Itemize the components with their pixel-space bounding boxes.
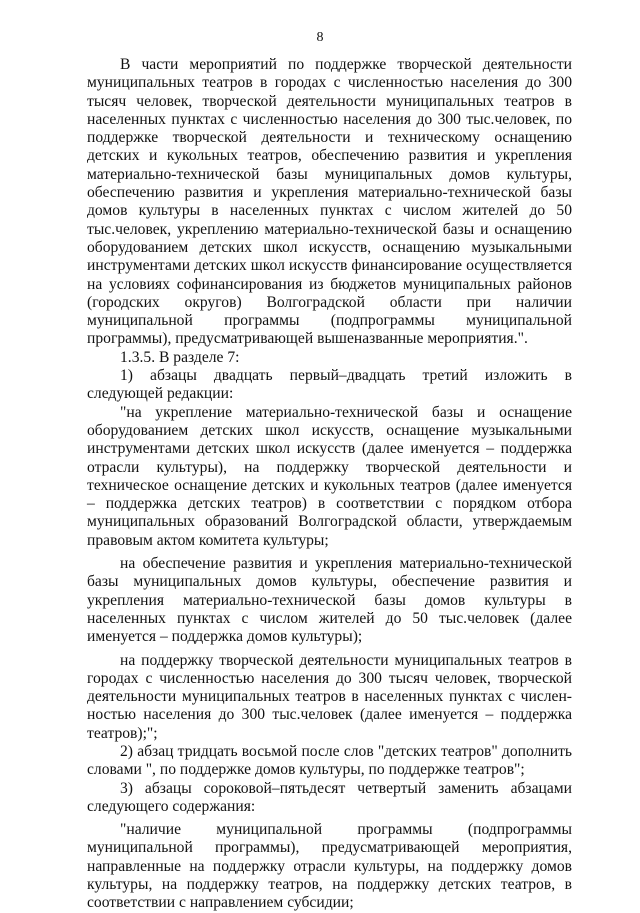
paragraph: "наличие муниципальной программы (подпрограммы муниципальной программы), предусматривающей мероприятия, направленные на поддержку отрасли культуры, на поддержку домов культуры, на поддержку театров, на поддержку детских театров, в соответствии с направлением субсидии;: [87, 821, 572, 912]
paragraph: 1.3.5. В разделе 7:: [120, 348, 240, 366]
paragraph: В части мероприятий по поддержке творческой деятельности муниципальных театров в городах с численностью населения до 300 тысяч человек, творческой деятельности муниципальных театров в населенных пунктах с численностью населения до 300 тыс.человек, по поддержке творческой деятельности и техническому оснащению детских и кукольных театров, обеспечению развития и укрепления материально-технической базы муниципальных домов культуры, обеспечению развития и укрепления материально-технической базы домов культуры в населенных пунктах с числом жителей до 50 тыс.человек, укреплению материально-технической базы и оснащению оборудованием детских школ искусств, оснащению музыкальными инструментами детских школ искусств финансирование осуществляется на условиях софинансирования из бюджетов муниципальных районов (городских округов) Волгоградской области при наличии муниципальной программы (подпрограммы муниципальной программы), предусматривающей вышеназванные мероприятия.".: [87, 56, 572, 348]
paragraph: 1) абзацы двадцать первый–двадцать третий изложить в следующей редакции:: [87, 367, 572, 403]
document-body: [87, 56, 572, 913]
paragraph: 3) абзацы сороковой–пятьдесят четвертый заменить абзацами следующего содержания:: [87, 779, 572, 815]
paragraph: на обеспечение развития и укрепления материально-технической базы муниципальных домов культуры, обеспечение развития и укрепления материально-технической базы домов культуры в населенных пунктах с числом жителей до 50 тыс.человек (далее именуется – поддержка домов культуры);: [87, 555, 572, 646]
paragraph: на поддержку творческой деятельности муниципальных театров в городах с численностью населения до 300 тысяч человек, творческой деятельности муниципальных театров в населенных пунктах с числен-ностью населения до 300 тыс.человек (далее именуется – поддержка театров);";: [87, 651, 572, 742]
paragraph: 2) абзац тридцать восьмой после слов "детских театров" дополнить словами ", по поддержке домов культуры, по поддержке театров";: [87, 742, 572, 779]
paragraph: "на укрепление материально-технической базы и оснащение оборудованием детских школ искусств, оснащение музыкальными инструментами детских школ искусств (далее именуется – поддержка отрасли культуры), на поддержку творческой деятельности и техническое оснащение детских и кукольных театров (далее именуется – поддержка детских театров) в соответствии с порядком отбора муниципальных образований Волгоградской области, утверждаемым правовым актом комитета культуры;: [87, 403, 572, 549]
page-number: 8: [316, 30, 324, 45]
